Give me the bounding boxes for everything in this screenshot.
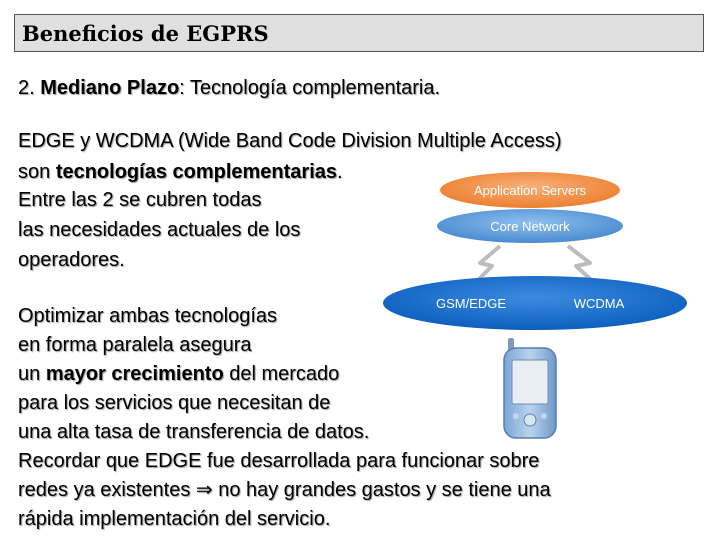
para2-line3-rest: del mercado — [223, 363, 340, 385]
para2-line2: en forma paralela asegura — [18, 334, 252, 356]
mobile-phone-icon — [498, 336, 568, 442]
para1-line5: operadores. — [18, 249, 125, 271]
subtitle-prefix: 2. — [18, 77, 41, 99]
subtitle-rest: : Tecnología complementaria. — [179, 77, 441, 99]
para1-line2-bold: tecnologías complementarias — [55, 161, 338, 183]
core-network-label: Core Network — [490, 219, 570, 234]
para2-line5: una alta tasa de transferencia de datos. — [18, 421, 370, 443]
wcdma-label: WCDMA — [573, 296, 625, 311]
para1-line3: Entre las 2 se cubren todas — [18, 189, 262, 211]
slide-title: Beneficios de EGPRS — [22, 21, 269, 46]
para2-line3 — [18, 362, 339, 386]
slide-title-box — [14, 14, 704, 52]
access-network-ellipse — [383, 276, 687, 330]
para2-line7-prefix: redes ya existentes — [18, 479, 196, 501]
para2-line6: Recordar que EDGE fue desarrollada para funcionar sobre — [18, 450, 540, 472]
network-diagram — [380, 168, 690, 338]
para2-line3-prefix: un — [18, 363, 46, 385]
para2-line8: rápida implementación del servicio. — [18, 508, 331, 530]
para2-line7-rest: no hay grandes gastos y se tiene una — [212, 479, 551, 501]
para1-line2-prefix: son — [18, 161, 56, 183]
para1-line2-end: . — [337, 161, 343, 183]
para2-line7 — [18, 478, 551, 502]
para1-line1: EDGE y WCDMA (Wide Band Code Division Multiple Access) — [18, 130, 562, 152]
gsm-edge-label: GSM/EDGE — [435, 296, 507, 311]
para2-line1: Optimizar ambas tecnologías — [18, 305, 278, 327]
para2-line3-bold: mayor crecimiento — [45, 363, 224, 385]
para2-line4: para los servicios que necesitan de — [18, 392, 331, 414]
subtitle-line — [18, 76, 440, 100]
para1-line4: las necesidades actuales de los — [18, 219, 301, 241]
application-servers-label: Application Servers — [474, 183, 586, 198]
implies-arrow-icon: ⇒ — [195, 479, 213, 501]
subtitle-bold: Mediano Plazo — [40, 77, 180, 99]
para1-line2 — [18, 160, 343, 184]
